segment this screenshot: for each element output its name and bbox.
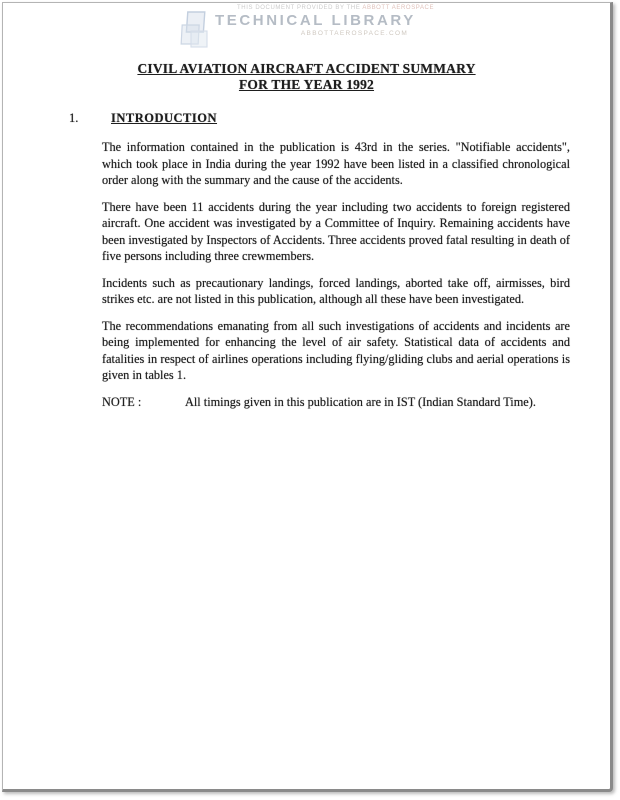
page-content bbox=[3, 3, 610, 789]
stacked-books-icon bbox=[179, 9, 215, 51]
watermark-text-block bbox=[215, 3, 434, 37]
paragraph-2: There have been 11 accidents during the year including two accidents to foreign registered aircraft. One accident was investigated by a Committee of Inquiry. Remaining accidents have been investigated by Inspectors of Accidents. Three accidents proved fatal resulting in death of five persons including three crewmembers. bbox=[102, 199, 570, 263]
section-number: 1. bbox=[69, 111, 79, 125]
paragraph-1: The information contained in the publication is 43rd in the series. "Notifiable accidents", which took place in India during the year 1992 have been listed in a classified chronological order along with the summary and the cause of the accidents. bbox=[102, 140, 570, 187]
document-title-line2: FOR THE YEAR 1992 bbox=[238, 76, 375, 92]
paragraph-4: The recommendations emanating from all such investigations of accidents and incidents are being implemented for enhancing the level of air safety. Statistical data of accidents and fatalities in respect of airlines operations including flying/gliding clubs and aerial operations is given in tables 1. bbox=[102, 318, 570, 382]
watermark-website-url: ABBOTTAEROSPACE.COM bbox=[300, 30, 409, 37]
abbott-aerospace-watermark bbox=[179, 3, 434, 51]
watermark-tagline bbox=[215, 3, 434, 11]
document-title-line1: CIVIL AVIATION AIRCRAFT ACCIDENT SUMMARY bbox=[137, 61, 476, 76]
section-heading: INTRODUCTION bbox=[111, 111, 218, 125]
watermark-library-title: TECHNICAL LIBRARY bbox=[215, 12, 416, 29]
document-title bbox=[3, 61, 610, 92]
note-text: All timings given in this publication are in IST (Indian Standard Time). bbox=[185, 394, 536, 409]
note-row bbox=[102, 394, 570, 411]
section-heading-row bbox=[69, 111, 217, 126]
scanned-document-page bbox=[2, 2, 613, 792]
paragraph-3: Incidents such as precautionary landings, forced landings, aborted take off, airmisses, bird strikes etc. are not listed in this publication, although all these have been investigated. bbox=[102, 275, 570, 306]
note-label: NOTE : bbox=[102, 394, 142, 409]
document-body bbox=[102, 139, 570, 410]
watermark-tagline-prefix: THIS DOCUMENT PROVIDED BY THE bbox=[237, 5, 361, 11]
watermark-tagline-brand: ABBOTT AEROSPACE bbox=[362, 5, 435, 11]
